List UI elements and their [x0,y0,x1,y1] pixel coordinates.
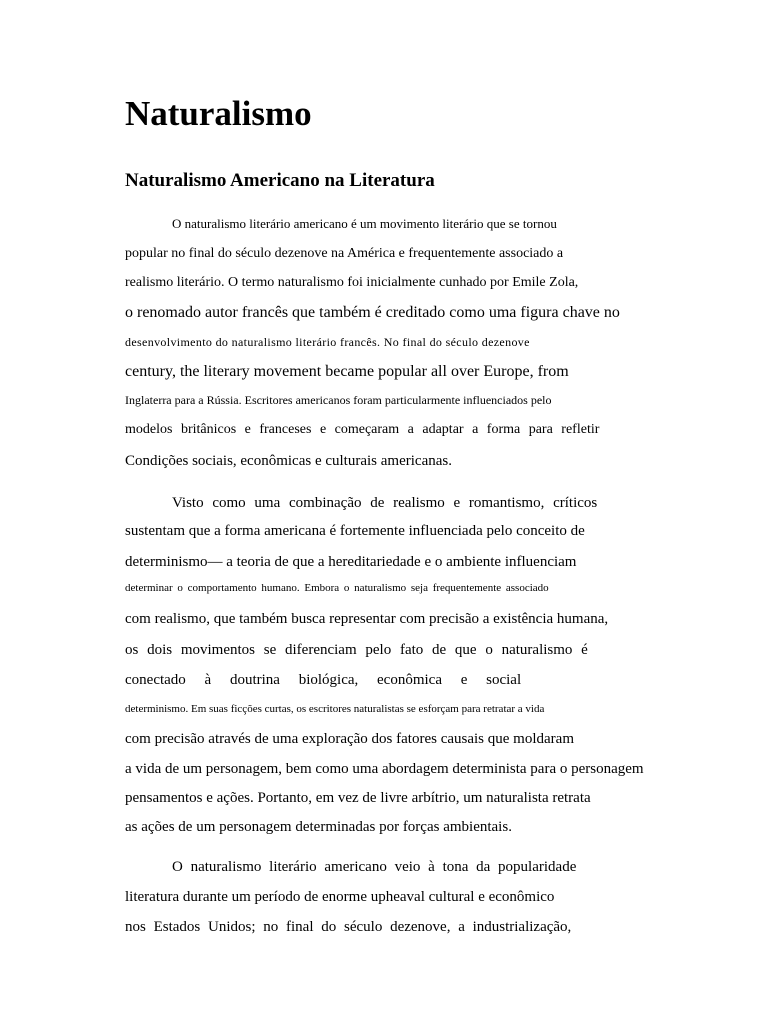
text-line: O naturalismo literário americano é um movimento literário que se tornou [172,216,557,231]
text-line: realismo literário. O termo naturalismo foi inicialmente cunhado por Emile Zola, [125,275,579,290]
text-line: o renomado autor francês que também é creditado como uma figura chave no [125,304,620,321]
text-line: desenvolvimento do naturalismo literário francês. No final do século dezenove [125,335,530,349]
text-line: Condições sociais, econômicas e culturais americanas. [125,453,452,469]
text-line: O naturalismo literário americano veio à tona da popularidade [172,859,577,875]
text-line: Visto como uma combinação de realismo e romantismo, críticos [172,495,598,511]
text-line: modelos britânicos e franceses e começaram a adaptar a forma para refletir [125,422,600,437]
text-line: determinismo. Em suas ficções curtas, os escritores naturalistas se esforçam para retratar a vida [125,703,545,715]
text-line: Inglaterra para a Rússia. Escritores americanos foram particularmente influenciados pelo [125,393,552,407]
text-line: pensamentos e ações. Portanto, em vez de livre arbítrio, um naturalista retrata [125,790,591,806]
text-line: sustentam que a forma americana é fortemente influenciada pelo conceito de [125,523,585,539]
text-line: a vida de um personagem, bem como uma abordagem determinista para o personagem [125,761,644,777]
text-line: com precisão através de uma exploração dos fatores causais que moldaram [125,731,574,747]
text-line: determinismo— a teoria de que a hereditariedade e o ambiente influenciam [125,554,577,570]
page-title: Naturalismo [125,94,312,133]
section-heading: Naturalismo Americano na Literatura [125,170,435,191]
text-line: as ações de um personagem determinadas por forças ambientais. [125,819,512,835]
text-line: nos Estados Unidos; no final do século dezenove, a industrialização, [125,919,572,935]
text-line: century, the literary movement became popular all over Europe, from [125,363,569,380]
text-line: popular no final do século dezenove na América e frequentemente associado a [125,246,564,261]
text-line: determinar o comportamento humano. Embora o naturalismo seja frequentemente associado [125,582,549,594]
text-line: conectado à doutrina biológica, econômica e social [125,672,522,688]
text-line: os dois movimentos se diferenciam pelo fato de que o naturalismo é [125,642,588,658]
text-line: com realismo, que também busca representar com precisão a existência humana, [125,611,609,627]
text-line: literatura durante um período de enorme upheaval cultural e econômico [125,889,555,905]
